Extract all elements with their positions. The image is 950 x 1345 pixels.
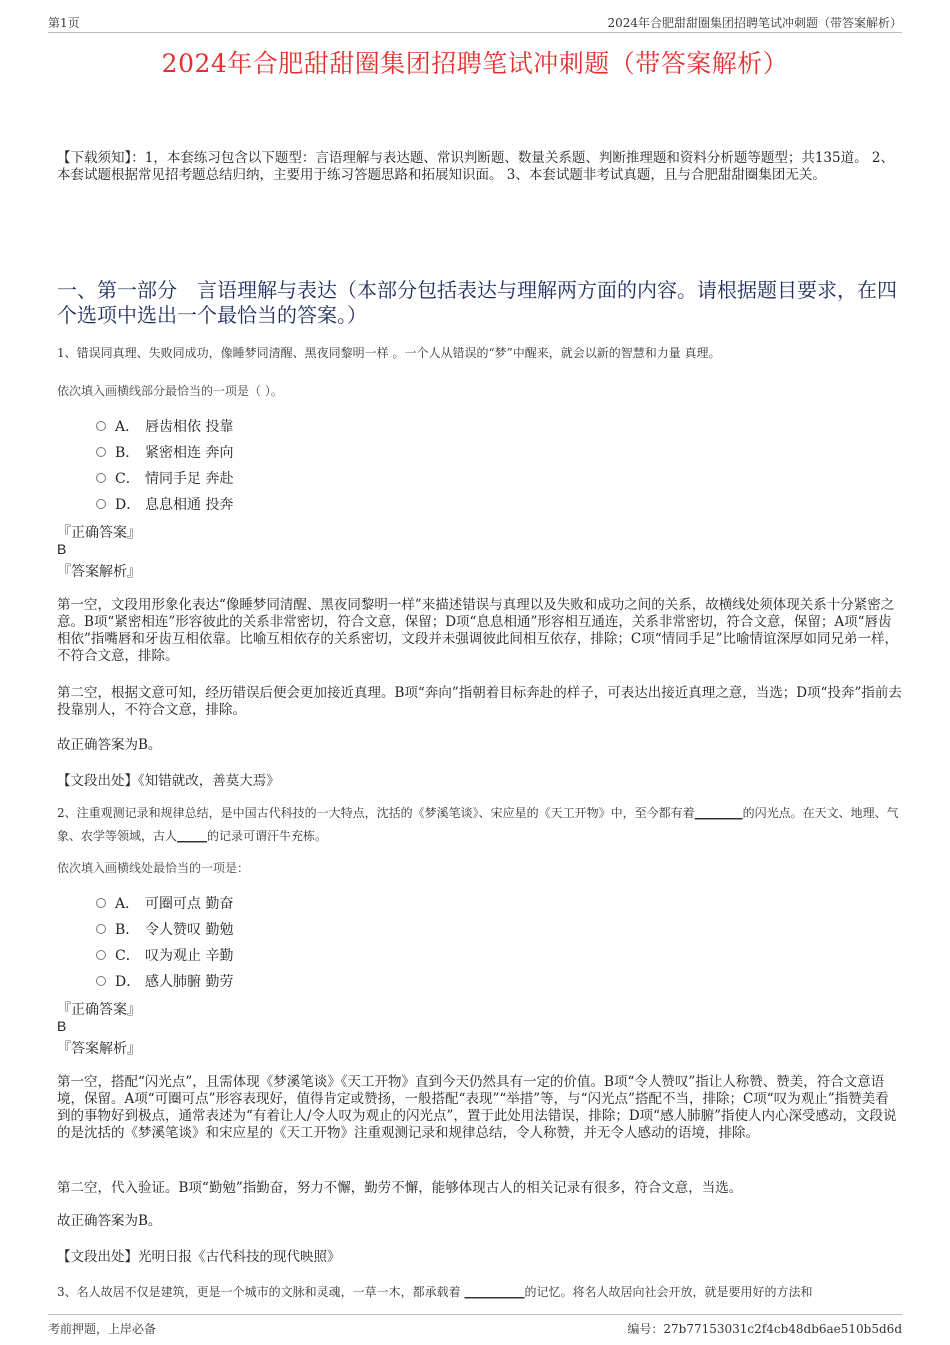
section-heading: 一、第一部分 言语理解与表达（本部分包括表达与理解两方面的内容。请根据题目要求，在四个选项中选出一个最恰当的答案。） [57,278,897,327]
footer-slogan: 考前押题，上岸必备 [48,1322,157,1336]
q1-analysis-para-1: 第一空，文段用形象化表达“像睡梦同清醒、黑夜同黎明一样”来描述错误与真理以及失败和成功之间的关系，故横线处须体现关系十分紧密之意。B项“紧密相连”形容彼此的关系非常密切，符合文意，保留；D项“息息相通”形容相互通连，关系非常密切，符合文意，保留；A项“唇齿相依”指嘴唇和牙齿互相依靠。比喻互相依存的关系密切，文段并未强调彼此间相互依存，排除；C项“情同手足”比喻情谊深厚如同兄弟一样，不符合文意，排除。 [57,597,899,664]
page-header [48,12,902,33]
page-footer [48,1314,902,1337]
q2-analysis-label: 『答案解析』 [57,1041,141,1057]
question-3-text: 3、名人故居不仅是建筑，更是一个城市的文脉和灵魂，一草一木，都承载着 __________的记忆。将名人故居向社会开放，就是要用好的方法和 [57,1285,813,1299]
q2-answer: B [57,1018,67,1034]
footer-doc-id: 编号：27b77153031c2f4cb48db6ae510b5d6d [627,1322,902,1336]
q2-option-a[interactable]: A． 可圈可点 勤奋 [96,893,233,913]
q2-analysis-para-2: 第二空，代入验证。B项“勤勉”指勤奋，努力不懈，勤劳不懈，能够体现古人的相关记录有很多，符合文意，当选。 [57,1180,743,1196]
page-number: 第1页 [48,16,80,30]
download-notice: 【下载须知】：1，本套练习包含以下题型：言语理解与表达题、常识判断题、数量关系题、判断推理题和资料分析题等题型；共135道。 2、本套试题根据常见招考题总结归纳，主要用于练习答题思路和拓展知识面。 3、本套试题非考试真题，且与合肥甜甜圈集团无关。 [57,150,894,183]
q3-blank: __________ [464,1285,525,1299]
q2-correct-label: 『正确答案』 [57,1002,141,1018]
q2-option-b[interactable]: B． 令人赞叹 勤勉 [96,919,233,939]
q2-analysis-para-1: 第一空，搭配“闪光点”，且需体现《梦溪笔谈》《天工开物》直到今天仍然具有一定的价值。B项“令人赞叹”指让人称赞、赞美，符合文意语境，保留。A项“可圈可点”形容表现好，值得肯定或赞扬，一般搭配“表现”“举措”等，与“闪光点”搭配不当，排除；C项“叹为观止”指赞美看到的事物好到极点，通常表述为“有着让人/令人叹为观止的闪光点”，置于此处用法错误，排除；D项“感人肺腑”指使人内心深受感动，文段说的是沈括的《梦溪笔谈》和宋应星的《天工开物》注重观测记录和规律总结，令人称赞，并无令人感动的语境，排除。 [57,1074,897,1141]
q1-analysis-label: 『答案解析』 [57,564,141,580]
question-2-text: 2、注重观测记录和规律总结，是中国古代科技的一大特点，沈括的《梦溪笔谈》、宋应星的《天工开物》中，至今都有着________的闪光点。在天文、地理、气象、农学等领域，古人_____的记录可谓汗牛充栋。 [57,806,899,843]
radio-icon[interactable] [96,499,106,509]
radio-icon[interactable] [96,950,106,960]
q2-blank-2: _____ [177,829,208,843]
q1-answer: B [57,541,67,557]
q1-analysis-para-2: 第二空，根据文意可知，经历错误后便会更加接近真理。B项“奔向”指朝着目标奔赴的样子，可表达出接近真理之意，当选；D项“投奔”指前去投靠别人，不符合文意，排除。 [57,685,902,718]
q2-option-c[interactable]: C． 叹为观止 辛勤 [96,945,233,965]
radio-icon[interactable] [96,924,106,934]
radio-icon[interactable] [96,447,106,457]
question-2-prompt: 依次填入画横线处最恰当的一项是： [57,861,250,875]
q1-option-a[interactable]: A． 唇齿相依 投靠 [96,416,233,436]
q1-conclusion: 故正确答案为B。 [57,737,162,753]
radio-icon[interactable] [96,976,106,986]
q2-option-d[interactable]: D． 感人肺腑 勤劳 [96,971,233,991]
q2-blank-1: ________ [694,806,743,820]
q1-correct-label: 『正确答案』 [57,525,141,541]
q1-source: 【文段出处】《知错就改，善莫大焉》 [57,773,280,789]
question-1-text: 1、错误同真理、失败同成功，像睡梦同清醒、黑夜同黎明一样 。一个人从错误的“梦”中醒来，就会以新的智慧和力量 真理。 [57,346,721,360]
page-title: 2024年合肥甜甜圈集团招聘笔试冲刺题（带答案解析） [161,49,789,78]
radio-icon[interactable] [96,421,106,431]
q2-conclusion: 故正确答案为B。 [57,1213,162,1229]
q1-option-c[interactable]: C． 情同手足 奔赴 [96,468,233,488]
radio-icon[interactable] [96,473,106,483]
header-doc-title: 2024年合肥甜甜圈集团招聘笔试冲刺题（带答案解析） [607,16,902,30]
radio-icon[interactable] [96,898,106,908]
q1-option-d[interactable]: D． 息息相通 投奔 [96,494,233,514]
q1-option-b[interactable]: B． 紧密相连 奔向 [96,442,233,462]
question-1-prompt: 依次填入画横线部分最恰当的一项是（ ）。 [57,384,283,398]
q2-source: 【文段出处】光明日报《古代科技的现代映照》 [57,1249,341,1265]
